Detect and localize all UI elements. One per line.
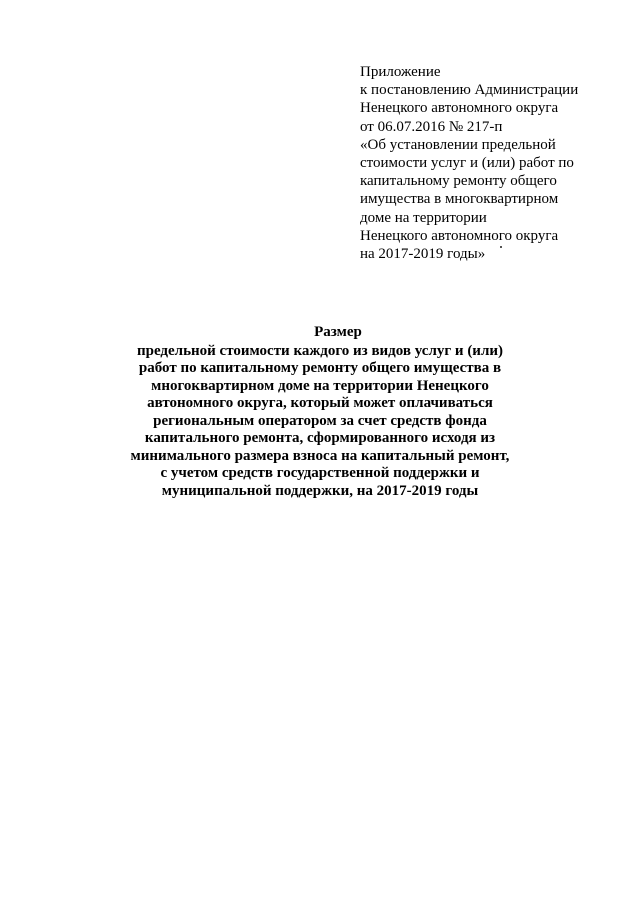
document-title	[0, 324, 640, 500]
title-line: минимального размера взноса на капитальный ремонт,	[130, 447, 510, 464]
appendix-block	[360, 63, 630, 263]
title-line: многоквартирном доме на территории Ненецкого	[151, 377, 489, 394]
appendix-line: Ненецкого автономного округа	[360, 227, 559, 244]
title-line: капитального ремонта, сформированного исходя из	[144, 430, 496, 446]
appendix-line: Приложение	[360, 64, 441, 80]
title-line: предельной стоимости каждого из видов услуг и (или)	[136, 342, 504, 359]
scan-speck	[500, 246, 502, 248]
appendix-line: на 2017-2019 годы»	[360, 246, 486, 263]
title-line: автономного округа, который может оплачиваться	[147, 395, 493, 411]
title-heading: Размер	[314, 324, 362, 340]
appendix-line: имущества в многоквартирном	[360, 191, 559, 208]
appendix-line: капитальному ремонту общего	[360, 173, 557, 190]
appendix-line: доме на территории	[360, 209, 487, 226]
title-line: с учетом средств государственной поддержки и	[160, 465, 480, 481]
title-line: региональным оператором за счет средств фонда	[153, 412, 487, 429]
appendix-line: стоимости услуг и (или) работ по	[360, 155, 574, 172]
title-line: работ по капитальному ремонту общего имущества в	[138, 360, 502, 376]
appendix-line: к постановлению Администрации	[360, 82, 579, 99]
appendix-line: от 06.07.2016 № 217-п	[360, 118, 503, 135]
appendix-line: Ненецкого автономного округа	[360, 100, 559, 117]
title-line: муниципальной поддержки, на 2017-2019 годы	[161, 482, 479, 499]
appendix-line: «Об установлении предельной	[360, 136, 556, 153]
